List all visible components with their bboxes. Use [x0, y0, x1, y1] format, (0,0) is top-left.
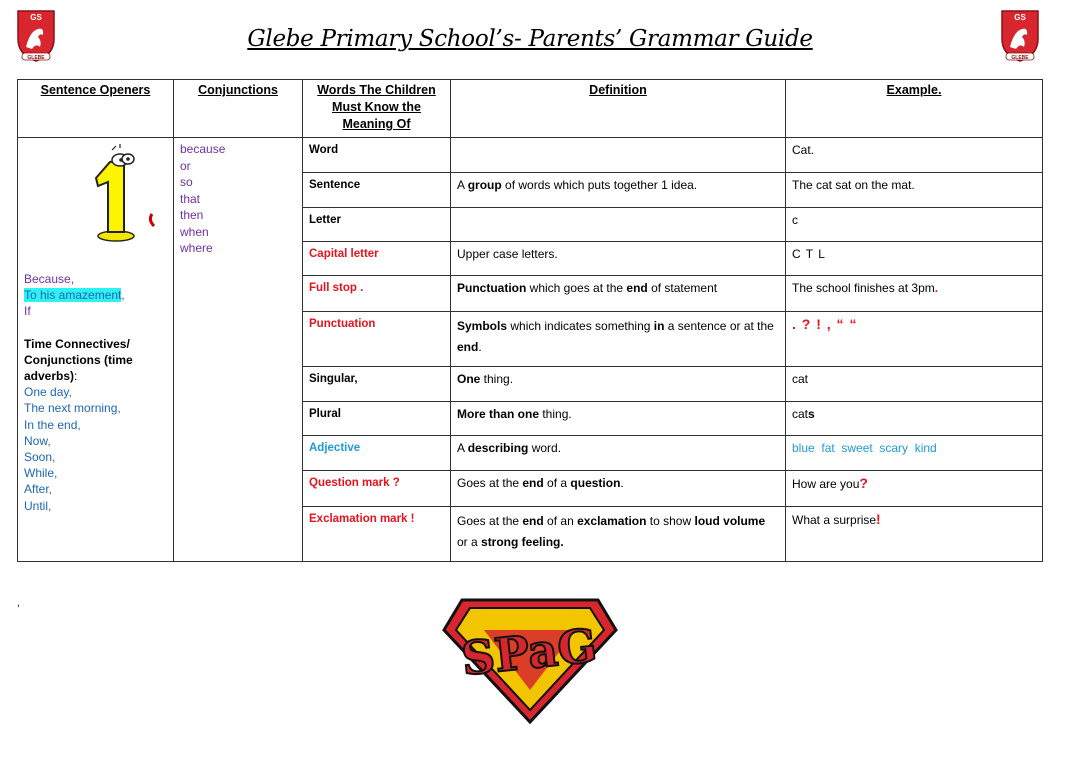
term-capital-letter: Capital letter [303, 242, 451, 276]
example-adjective: blue fat sweet scary kind [786, 436, 1043, 471]
opener-comma: , [121, 288, 125, 303]
stray-comma: , [17, 598, 20, 609]
time-connective-item: In the end, [24, 417, 81, 432]
term-word: Word [303, 138, 451, 173]
crest-caption: GLEBE [1011, 55, 1029, 61]
table-header-row [18, 80, 1043, 138]
definition-question-mark: Goes at the end of a question. [451, 471, 786, 507]
example-full-stop: The school finishes at 3pm. [786, 276, 1043, 312]
term-plural: Plural [303, 402, 451, 436]
time-connective-item: One day, [24, 385, 72, 400]
definition-singular: One thing. [451, 367, 786, 402]
example-letter: c [786, 208, 1043, 242]
number-one-cartoon-icon [90, 144, 162, 249]
term-exclamation-mark: Exclamation mark ! [303, 507, 451, 562]
example-word: Cat. [786, 138, 1043, 173]
term-punctuation: Punctuation [303, 312, 451, 367]
definition-punctuation: Symbols which indicates something in a sentence or at the end. [451, 312, 786, 367]
example-punctuation [786, 312, 1043, 367]
conjunction-item: that [180, 191, 201, 206]
conjunction-item: because [180, 142, 226, 156]
opener-to-his-amazement: To his amazement [24, 288, 122, 303]
example-plural: cats [786, 402, 1043, 436]
conjunction-item: when [180, 224, 209, 239]
definition-capital-letter: Upper case letters. [451, 242, 786, 276]
definition-sentence: A group of words which puts together 1 idea. [451, 173, 786, 208]
definition-word [451, 138, 786, 173]
table-row [18, 138, 1043, 173]
definition-adjective: A describing word. [451, 436, 786, 471]
time-connective-item: After, [24, 482, 53, 497]
example-sentence: The cat sat on the mat. [786, 173, 1043, 208]
term-question-mark: Question mark ? [303, 471, 451, 507]
openers-text [24, 271, 144, 514]
conjunctions-list [180, 141, 296, 257]
conjunction-item: so [180, 175, 193, 189]
definition-full-stop: Punctuation which goes at the end of statement [451, 276, 786, 312]
example-exclamation-mark: What a surprise! [786, 507, 1043, 562]
example-question-mark: How are you? [786, 471, 1043, 507]
definition-exclamation-mark: Goes at the end of an exclamation to show loud volume or a strong feeling. [451, 507, 786, 562]
opener-because: Because, [24, 272, 75, 286]
header-sentence-openers: Sentence Openers [18, 80, 174, 138]
conjunction-item: or [180, 158, 191, 173]
example-capital-letter: C T L [786, 242, 1043, 276]
header-example: Example. [786, 80, 1043, 138]
term-full-stop: Full stop . [303, 276, 451, 312]
term-singular: Singular, [303, 367, 451, 402]
example-singular: cat [786, 367, 1043, 402]
conjunctions-cell [174, 138, 303, 562]
time-connective-item: Now, [24, 433, 51, 448]
time-connective-item: Soon, [24, 450, 56, 465]
time-connectives-list [24, 384, 144, 514]
time-connective-item: The next morning, [24, 401, 121, 416]
header-definition: Definition [451, 80, 786, 138]
definition-letter [451, 208, 786, 242]
spag-logo-text: SPaG [458, 618, 600, 686]
time-connective-item: Until, [24, 498, 52, 513]
opener-if: If [24, 304, 31, 319]
term-adjective: Adjective [303, 436, 451, 471]
page-title: Glebe Primary School’s- Parents’ Grammar Guide [247, 26, 813, 52]
sentence-openers-cell [18, 138, 174, 562]
grammar-guide-table [17, 79, 1043, 562]
term-sentence: Sentence [303, 173, 451, 208]
definition-plural: More than one thing. [451, 402, 786, 436]
term-letter: Letter [303, 208, 451, 242]
crest-initials: GS [1014, 13, 1026, 22]
header-words: Words The Children Must Know the Meaning Of [303, 80, 451, 138]
spag-superhero-logo [440, 590, 620, 730]
time-connective-item: While, [24, 466, 58, 481]
crest-initials: GS [30, 13, 42, 22]
conjunction-item: then [180, 208, 204, 222]
time-connectives-title: Time Connectives/ Conjunctions (time adverbs): [24, 336, 133, 384]
conjunction-item: where [180, 241, 213, 255]
punctuation-marks: . ? ! , “ “ [792, 316, 858, 332]
crest-caption: GLEBE [27, 55, 45, 61]
header-conjunctions: Conjunctions [174, 80, 303, 138]
